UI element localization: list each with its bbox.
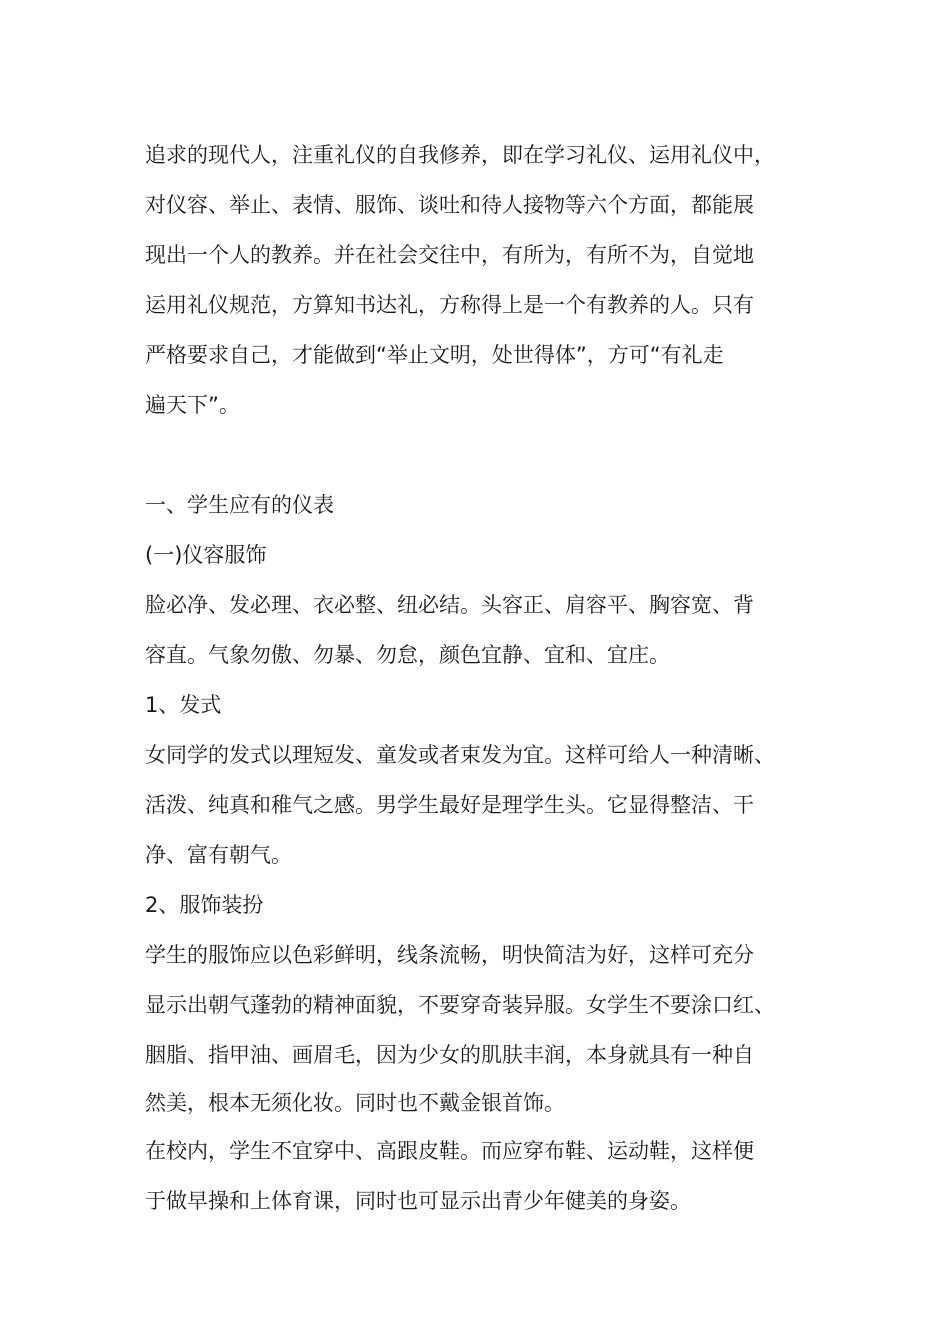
item2-line-2: 显示出朝气蓬勃的精神面貌，不要穿奇装异服。女学生不要涂口红、 [145, 993, 775, 1017]
document-body [145, 130, 815, 1226]
intro-line-2: 对仪容、举止、表情、服饰、谈吐和待人接物等六个方面，都能展 [145, 193, 754, 217]
item1-line-3: 净、富有朝气。 [145, 843, 292, 867]
item2-extra-line-2: 于做早操和上体育课，同时也可显示出青少年健美的身姿。 [145, 1189, 691, 1213]
item1-line-2: 活泼、纯真和稚气之感。男学生最好是理学生头。它显得整洁、干 [145, 793, 754, 817]
intro-line-3: 现出一个人的教养。并在社会交往中，有所为，有所不为，自觉地 [145, 243, 754, 267]
item2-heading: 2、服饰装扮 [145, 893, 264, 917]
item2-line-3: 胭脂、指甲油、画眉毛，因为少女的肌肤丰润，本身就具有一种自 [145, 1043, 754, 1067]
item1-heading: 1、发式 [145, 693, 222, 717]
general-line-1: 脸必净、发必理、衣必整、纽必结。头容正、肩容平、胸容宽、背 [145, 593, 754, 617]
intro-line-5: 严格要求自己，才能做到“举止文明，处世得体”，方可“有礼走 [145, 343, 724, 367]
intro-line-6: 遍天下”。 [145, 393, 240, 417]
general-line-2: 容直。气象勿傲、勿暴、勿怠，颜色宜静、宜和、宜庄。 [145, 643, 670, 667]
section-heading: 一、学生应有的仪表 [145, 493, 334, 517]
item2-line-4: 然美，根本无须化妆。同时也不戴金银首饰。 [145, 1091, 565, 1115]
item1-line-1: 女同学的发式以理短发、童发或者束发为宜。这样可给人一种清晰、 [145, 743, 775, 767]
item2-extra-line-1: 在校内，学生不宜穿中、高跟皮鞋。而应穿布鞋、运动鞋，这样便 [145, 1139, 754, 1163]
item2-line-1: 学生的服饰应以色彩鲜明，线条流畅，明快简洁为好，这样可充分 [145, 943, 754, 967]
subsection-heading: (一)仪容服饰 [145, 543, 267, 567]
intro-line-4: 运用礼仪规范，方算知书达礼，方称得上是一个有教养的人。只有 [145, 293, 754, 317]
paragraph-gap [145, 430, 815, 480]
intro-line-1: 追求的现代人，注重礼仪的自我修养，即在学习礼仪、运用礼仪中， [145, 143, 775, 167]
